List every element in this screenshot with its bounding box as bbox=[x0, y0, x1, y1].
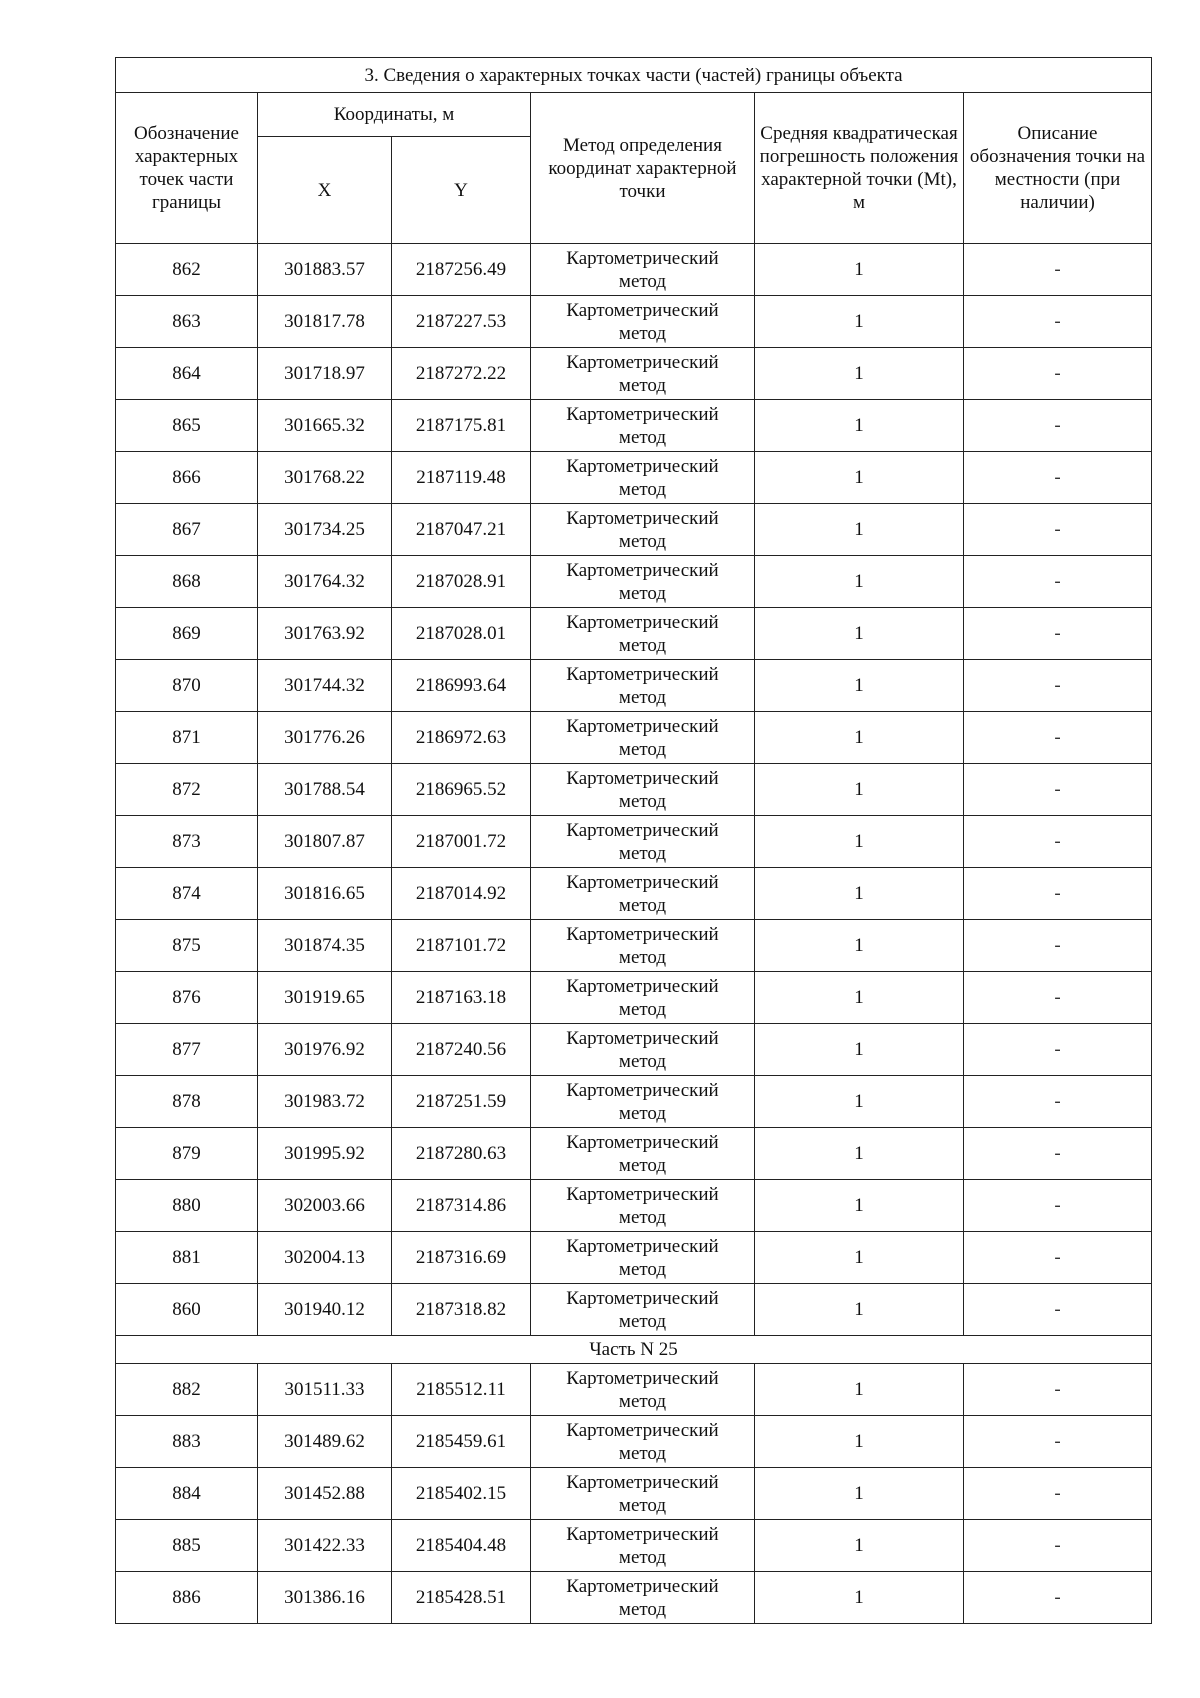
y-cell: 2185459.61 bbox=[392, 1416, 531, 1468]
method-line-1: Картометрический bbox=[566, 1079, 719, 1101]
point-cell: 885 bbox=[116, 1520, 258, 1572]
x-cell: 301940.12 bbox=[258, 1284, 392, 1336]
method-line-2: метод bbox=[618, 1442, 667, 1464]
method-line-2: метод bbox=[618, 946, 667, 968]
x-cell: 301489.62 bbox=[258, 1416, 392, 1468]
y-cell: 2186965.52 bbox=[392, 764, 531, 816]
method-line-1: Картометрический bbox=[566, 663, 719, 685]
method-line-1: Картометрический bbox=[566, 299, 719, 321]
table-row bbox=[116, 1520, 1152, 1572]
table-row bbox=[116, 452, 1152, 504]
method-cell bbox=[531, 1468, 755, 1520]
method-cell bbox=[531, 1180, 755, 1232]
point-cell: 869 bbox=[116, 608, 258, 660]
y-cell: 2187316.69 bbox=[392, 1232, 531, 1284]
part-label: Часть N 25 bbox=[116, 1336, 1152, 1364]
point-cell: 880 bbox=[116, 1180, 258, 1232]
method-line-2: метод bbox=[618, 1206, 667, 1228]
y-cell: 2185512.11 bbox=[392, 1364, 531, 1416]
description-cell: - bbox=[964, 1232, 1152, 1284]
method-line-1: Картометрический bbox=[566, 351, 719, 373]
error-cell: 1 bbox=[755, 972, 964, 1024]
method-line-1: Картометрический bbox=[566, 1235, 719, 1257]
point-cell: 873 bbox=[116, 816, 258, 868]
table-title: 3. Сведения о характерных точках части (частей) границы объекта bbox=[116, 58, 1152, 93]
description-cell: - bbox=[964, 920, 1152, 972]
method-line-2: метод bbox=[618, 1390, 667, 1412]
error-cell: 1 bbox=[755, 816, 964, 868]
method-line-1: Картометрический bbox=[566, 871, 719, 893]
method-line-1: Картометрический bbox=[566, 1027, 719, 1049]
x-cell: 301919.65 bbox=[258, 972, 392, 1024]
point-cell: 878 bbox=[116, 1076, 258, 1128]
error-cell: 1 bbox=[755, 348, 964, 400]
y-cell: 2186993.64 bbox=[392, 660, 531, 712]
header-description: Описание обозначения точки на местности (при наличии) bbox=[964, 93, 1152, 244]
x-cell: 301883.57 bbox=[258, 244, 392, 296]
y-cell: 2186972.63 bbox=[392, 712, 531, 764]
y-cell: 2185402.15 bbox=[392, 1468, 531, 1520]
x-cell: 301422.33 bbox=[258, 1520, 392, 1572]
error-cell: 1 bbox=[755, 244, 964, 296]
table-row bbox=[116, 1416, 1152, 1468]
description-cell: - bbox=[964, 296, 1152, 348]
error-cell: 1 bbox=[755, 296, 964, 348]
x-cell: 301744.32 bbox=[258, 660, 392, 712]
y-cell: 2187028.91 bbox=[392, 556, 531, 608]
method-line-2: метод bbox=[618, 1494, 667, 1516]
method-line-1: Картометрический bbox=[566, 1287, 719, 1309]
description-cell: - bbox=[964, 712, 1152, 764]
y-cell: 2185428.51 bbox=[392, 1572, 531, 1624]
table-row bbox=[116, 972, 1152, 1024]
y-cell: 2187280.63 bbox=[392, 1128, 531, 1180]
method-line-1: Картометрический bbox=[566, 1367, 719, 1389]
method-line-2: метод bbox=[618, 1154, 667, 1176]
y-cell: 2187001.72 bbox=[392, 816, 531, 868]
table-row bbox=[116, 1232, 1152, 1284]
y-cell: 2187014.92 bbox=[392, 868, 531, 920]
table-row bbox=[116, 400, 1152, 452]
error-cell: 1 bbox=[755, 712, 964, 764]
method-line-1: Картометрический bbox=[566, 1471, 719, 1493]
table-row bbox=[116, 504, 1152, 556]
error-cell: 1 bbox=[755, 868, 964, 920]
method-line-2: метод bbox=[618, 1102, 667, 1124]
method-cell bbox=[531, 920, 755, 972]
y-cell: 2187314.86 bbox=[392, 1180, 531, 1232]
method-cell bbox=[531, 712, 755, 764]
table-row bbox=[116, 660, 1152, 712]
header-error: Средняя квадратическая погрешность положения характерной точки (Mt), м bbox=[755, 93, 964, 244]
method-cell bbox=[531, 1572, 755, 1624]
method-cell bbox=[531, 1076, 755, 1128]
header-point: Обозначение характерных точек части границы bbox=[116, 93, 258, 244]
table-row bbox=[116, 920, 1152, 972]
method-cell bbox=[531, 504, 755, 556]
error-cell: 1 bbox=[755, 1284, 964, 1336]
method-line-2: метод bbox=[618, 1546, 667, 1568]
x-cell: 301452.88 bbox=[258, 1468, 392, 1520]
method-line-2: метод bbox=[618, 1598, 667, 1620]
table-row bbox=[116, 556, 1152, 608]
point-cell: 872 bbox=[116, 764, 258, 816]
table-row bbox=[116, 1180, 1152, 1232]
method-cell bbox=[531, 660, 755, 712]
x-cell: 301816.65 bbox=[258, 868, 392, 920]
description-cell: - bbox=[964, 244, 1152, 296]
method-line-1: Картометрический bbox=[566, 1419, 719, 1441]
x-cell: 301817.78 bbox=[258, 296, 392, 348]
method-cell bbox=[531, 608, 755, 660]
point-cell: 863 bbox=[116, 296, 258, 348]
boundary-points-table bbox=[115, 57, 1152, 1624]
error-cell: 1 bbox=[755, 1416, 964, 1468]
method-line-2: метод bbox=[618, 1310, 667, 1332]
table-row bbox=[116, 868, 1152, 920]
method-cell bbox=[531, 1128, 755, 1180]
description-cell: - bbox=[964, 972, 1152, 1024]
header-y: Y bbox=[392, 137, 531, 244]
point-cell: 876 bbox=[116, 972, 258, 1024]
description-cell: - bbox=[964, 400, 1152, 452]
description-cell: - bbox=[964, 868, 1152, 920]
point-cell: 883 bbox=[116, 1416, 258, 1468]
method-cell bbox=[531, 296, 755, 348]
table-row bbox=[116, 1128, 1152, 1180]
table-row bbox=[116, 608, 1152, 660]
method-line-1: Картометрический bbox=[566, 1575, 719, 1597]
header-method: Метод определения координат характерной точки bbox=[531, 93, 755, 244]
method-line-2: метод bbox=[618, 738, 667, 760]
point-cell: 881 bbox=[116, 1232, 258, 1284]
error-cell: 1 bbox=[755, 504, 964, 556]
method-cell bbox=[531, 868, 755, 920]
point-cell: 866 bbox=[116, 452, 258, 504]
description-cell: - bbox=[964, 1024, 1152, 1076]
point-cell: 882 bbox=[116, 1364, 258, 1416]
description-cell: - bbox=[964, 1520, 1152, 1572]
method-line-2: метод bbox=[618, 426, 667, 448]
error-cell: 1 bbox=[755, 1364, 964, 1416]
table-row bbox=[116, 1364, 1152, 1416]
point-cell: 870 bbox=[116, 660, 258, 712]
method-line-2: метод bbox=[618, 686, 667, 708]
method-line-1: Картометрический bbox=[566, 1183, 719, 1205]
description-cell: - bbox=[964, 1416, 1152, 1468]
point-cell: 865 bbox=[116, 400, 258, 452]
description-cell: - bbox=[964, 1572, 1152, 1624]
description-cell: - bbox=[964, 1364, 1152, 1416]
error-cell: 1 bbox=[755, 1024, 964, 1076]
method-line-2: метод bbox=[618, 1258, 667, 1280]
header-coordinates: Координаты, м bbox=[258, 93, 531, 137]
method-cell bbox=[531, 764, 755, 816]
x-cell: 301874.35 bbox=[258, 920, 392, 972]
x-cell: 301776.26 bbox=[258, 712, 392, 764]
description-cell: - bbox=[964, 556, 1152, 608]
description-cell: - bbox=[964, 764, 1152, 816]
method-line-2: метод bbox=[618, 270, 667, 292]
y-cell: 2187028.01 bbox=[392, 608, 531, 660]
point-cell: 875 bbox=[116, 920, 258, 972]
error-cell: 1 bbox=[755, 1520, 964, 1572]
table-body bbox=[116, 244, 1152, 1624]
method-line-2: метод bbox=[618, 894, 667, 916]
description-cell: - bbox=[964, 1284, 1152, 1336]
y-cell: 2187163.18 bbox=[392, 972, 531, 1024]
x-cell: 301718.97 bbox=[258, 348, 392, 400]
description-cell: - bbox=[964, 452, 1152, 504]
method-line-1: Картометрический bbox=[566, 1131, 719, 1153]
method-cell bbox=[531, 1024, 755, 1076]
table-row bbox=[116, 712, 1152, 764]
method-cell bbox=[531, 556, 755, 608]
method-line-2: метод bbox=[618, 530, 667, 552]
error-cell: 1 bbox=[755, 660, 964, 712]
header-x: X bbox=[258, 137, 392, 244]
method-line-1: Картометрический bbox=[566, 455, 719, 477]
y-cell: 2187227.53 bbox=[392, 296, 531, 348]
method-line-1: Картометрический bbox=[566, 611, 719, 633]
error-cell: 1 bbox=[755, 556, 964, 608]
table-row bbox=[116, 816, 1152, 868]
table-row bbox=[116, 1024, 1152, 1076]
point-cell: 862 bbox=[116, 244, 258, 296]
error-cell: 1 bbox=[755, 1128, 964, 1180]
method-cell bbox=[531, 1232, 755, 1284]
x-cell: 301976.92 bbox=[258, 1024, 392, 1076]
table-row bbox=[116, 1284, 1152, 1336]
method-cell bbox=[531, 452, 755, 504]
y-cell: 2187175.81 bbox=[392, 400, 531, 452]
method-cell bbox=[531, 1364, 755, 1416]
x-cell: 301995.92 bbox=[258, 1128, 392, 1180]
x-cell: 302004.13 bbox=[258, 1232, 392, 1284]
point-cell: 879 bbox=[116, 1128, 258, 1180]
x-cell: 301983.72 bbox=[258, 1076, 392, 1128]
description-cell: - bbox=[964, 660, 1152, 712]
table-row bbox=[116, 764, 1152, 816]
description-cell: - bbox=[964, 1180, 1152, 1232]
table-row bbox=[116, 244, 1152, 296]
point-cell: 860 bbox=[116, 1284, 258, 1336]
error-cell: 1 bbox=[755, 452, 964, 504]
method-line-2: метод bbox=[618, 842, 667, 864]
y-cell: 2187256.49 bbox=[392, 244, 531, 296]
table-row bbox=[116, 1076, 1152, 1128]
method-cell bbox=[531, 1416, 755, 1468]
method-line-2: метод bbox=[618, 374, 667, 396]
y-cell: 2187251.59 bbox=[392, 1076, 531, 1128]
method-line-1: Картометрический bbox=[566, 1523, 719, 1545]
method-cell bbox=[531, 972, 755, 1024]
point-cell: 868 bbox=[116, 556, 258, 608]
point-cell: 874 bbox=[116, 868, 258, 920]
x-cell: 301807.87 bbox=[258, 816, 392, 868]
x-cell: 301511.33 bbox=[258, 1364, 392, 1416]
part-label-row bbox=[116, 1336, 1152, 1364]
method-cell bbox=[531, 1284, 755, 1336]
method-line-2: метод bbox=[618, 322, 667, 344]
x-cell: 301665.32 bbox=[258, 400, 392, 452]
error-cell: 1 bbox=[755, 608, 964, 660]
x-cell: 301768.22 bbox=[258, 452, 392, 504]
method-cell bbox=[531, 400, 755, 452]
error-cell: 1 bbox=[755, 920, 964, 972]
method-line-1: Картометрический bbox=[566, 507, 719, 529]
error-cell: 1 bbox=[755, 1180, 964, 1232]
x-cell: 301788.54 bbox=[258, 764, 392, 816]
x-cell: 301763.92 bbox=[258, 608, 392, 660]
method-line-2: метод bbox=[618, 478, 667, 500]
method-line-2: метод bbox=[618, 634, 667, 656]
method-line-2: метод bbox=[618, 1050, 667, 1072]
description-cell: - bbox=[964, 1076, 1152, 1128]
method-line-1: Картометрический bbox=[566, 247, 719, 269]
point-cell: 877 bbox=[116, 1024, 258, 1076]
y-cell: 2187240.56 bbox=[392, 1024, 531, 1076]
description-cell: - bbox=[964, 348, 1152, 400]
method-line-2: метод bbox=[618, 582, 667, 604]
point-cell: 871 bbox=[116, 712, 258, 764]
x-cell: 301764.32 bbox=[258, 556, 392, 608]
method-line-1: Картометрический bbox=[566, 715, 719, 737]
point-cell: 884 bbox=[116, 1468, 258, 1520]
table-row bbox=[116, 1468, 1152, 1520]
y-cell: 2185404.48 bbox=[392, 1520, 531, 1572]
error-cell: 1 bbox=[755, 1468, 964, 1520]
method-cell bbox=[531, 244, 755, 296]
table-row bbox=[116, 296, 1152, 348]
method-line-1: Картометрический bbox=[566, 559, 719, 581]
method-line-2: метод bbox=[618, 790, 667, 812]
error-cell: 1 bbox=[755, 764, 964, 816]
y-cell: 2187101.72 bbox=[392, 920, 531, 972]
error-cell: 1 bbox=[755, 1232, 964, 1284]
description-cell: - bbox=[964, 1468, 1152, 1520]
description-cell: - bbox=[964, 608, 1152, 660]
point-cell: 867 bbox=[116, 504, 258, 556]
method-cell bbox=[531, 348, 755, 400]
method-cell bbox=[531, 1520, 755, 1572]
method-line-1: Картометрический bbox=[566, 403, 719, 425]
error-cell: 1 bbox=[755, 400, 964, 452]
x-cell: 302003.66 bbox=[258, 1180, 392, 1232]
error-cell: 1 bbox=[755, 1572, 964, 1624]
error-cell: 1 bbox=[755, 1076, 964, 1128]
table-row bbox=[116, 1572, 1152, 1624]
y-cell: 2187119.48 bbox=[392, 452, 531, 504]
x-cell: 301734.25 bbox=[258, 504, 392, 556]
description-cell: - bbox=[964, 816, 1152, 868]
y-cell: 2187318.82 bbox=[392, 1284, 531, 1336]
method-line-1: Картометрический bbox=[566, 923, 719, 945]
point-cell: 886 bbox=[116, 1572, 258, 1624]
y-cell: 2187272.22 bbox=[392, 348, 531, 400]
table-row bbox=[116, 348, 1152, 400]
y-cell: 2187047.21 bbox=[392, 504, 531, 556]
method-line-1: Картометрический bbox=[566, 767, 719, 789]
point-cell: 864 bbox=[116, 348, 258, 400]
x-cell: 301386.16 bbox=[258, 1572, 392, 1624]
method-line-1: Картометрический bbox=[566, 975, 719, 997]
description-cell: - bbox=[964, 504, 1152, 556]
description-cell: - bbox=[964, 1128, 1152, 1180]
method-line-1: Картометрический bbox=[566, 819, 719, 841]
method-line-2: метод bbox=[618, 998, 667, 1020]
method-cell bbox=[531, 816, 755, 868]
